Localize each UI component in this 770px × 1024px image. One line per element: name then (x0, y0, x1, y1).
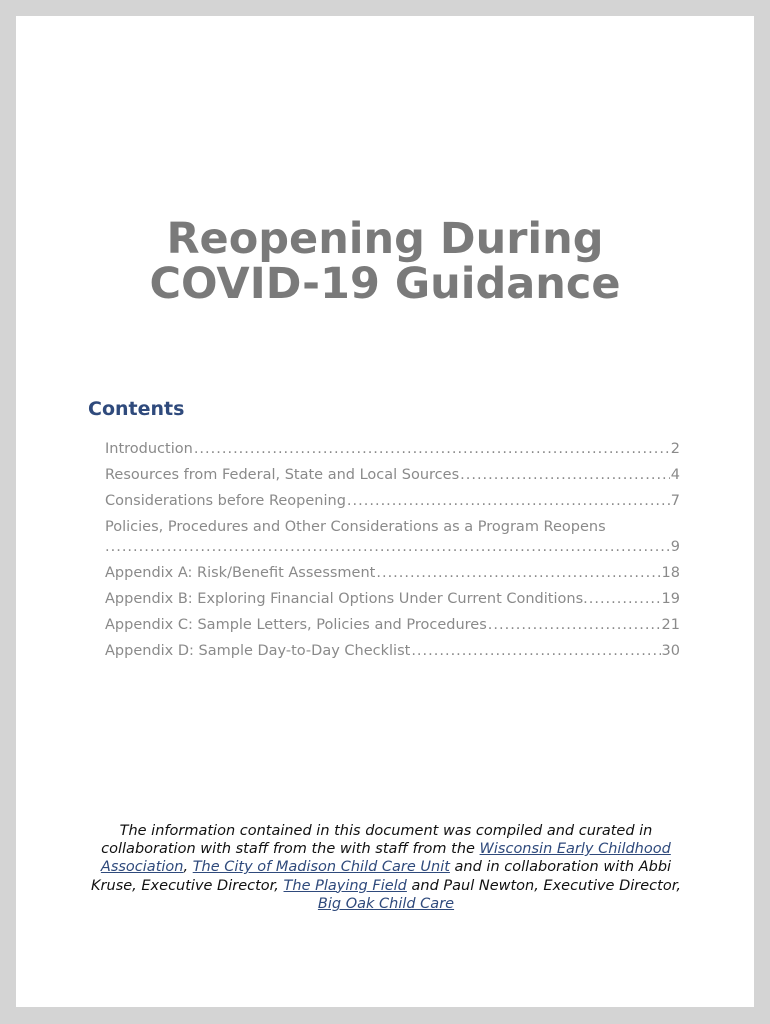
toc-item-label: Appendix B: Exploring Financial Options Under Current Conditions. (105, 591, 588, 607)
credits-note (86, 822, 686, 913)
toc-item-page: 9 (670, 539, 680, 555)
toc-item-label: Considerations before Reopening (105, 493, 346, 509)
toc-item[interactable] (105, 614, 680, 640)
toc-item[interactable] (105, 562, 680, 588)
toc-leader-dots (376, 562, 660, 584)
toc-item[interactable] (105, 490, 680, 516)
credits-text: and Paul Newton, Executive Director, (406, 877, 681, 894)
toc-item-label: Appendix C: Sample Letters, Policies and Procedures (105, 617, 487, 633)
toc-item-page: 4 (670, 467, 680, 483)
toc-item-label: Introduction (105, 441, 193, 457)
toc-leader-dots (589, 588, 661, 610)
document-title (0, 213, 770, 309)
link-wisconsin-early-childhood-association[interactable]: Wisconsin Early Childhood Association (100, 841, 671, 876)
toc-item-page: 21 (661, 617, 680, 633)
toc-item[interactable] (105, 438, 680, 464)
toc-leader-dots (460, 464, 670, 486)
table-of-contents (105, 438, 680, 666)
contents-heading: Contents (88, 398, 185, 420)
toc-item[interactable] (105, 516, 680, 562)
toc-item-label: Appendix D: Sample Day-to-Day Checklist (105, 643, 411, 659)
toc-item-page: 7 (670, 493, 680, 509)
title-line-1: Reopening During (166, 213, 604, 264)
link-the-playing-field[interactable]: The Playing Field (283, 877, 407, 894)
toc-item-page: 30 (661, 643, 680, 659)
toc-leader-dots (488, 614, 661, 636)
link-big-oak-child-care[interactable]: Big Oak Child Care (317, 895, 455, 912)
credits-text: , (183, 859, 193, 876)
credits-text: The information contained in this document was compiled and curated in collaboration with staff from the with staff from the (101, 823, 653, 858)
toc-leader-dots (347, 490, 670, 512)
toc-item-label: Resources from Federal, State and Local Sources (105, 467, 460, 483)
credits-text: and in collaboration with Abbi Kruse, Executive Director, (91, 859, 672, 894)
toc-leader-dots (105, 536, 670, 558)
toc-item[interactable] (105, 588, 680, 614)
document-page (16, 16, 754, 1007)
toc-leader-dots (194, 438, 670, 460)
toc-item-page: 19 (661, 591, 680, 607)
toc-item-label: Appendix A: Risk/Benefit Assessment (105, 565, 376, 581)
toc-leader-dots (411, 640, 660, 662)
title-line-2: COVID-19 Guidance (149, 258, 621, 309)
toc-item-label: Policies, Procedures and Other Considerations as a Program Reopens (105, 519, 606, 535)
toc-item[interactable] (105, 464, 680, 490)
toc-item-page: 2 (670, 441, 680, 457)
toc-item-page: 18 (661, 565, 680, 581)
link-city-of-madison-child-care-unit[interactable]: The City of Madison Child Care Unit (192, 859, 450, 876)
toc-item[interactable] (105, 640, 680, 666)
